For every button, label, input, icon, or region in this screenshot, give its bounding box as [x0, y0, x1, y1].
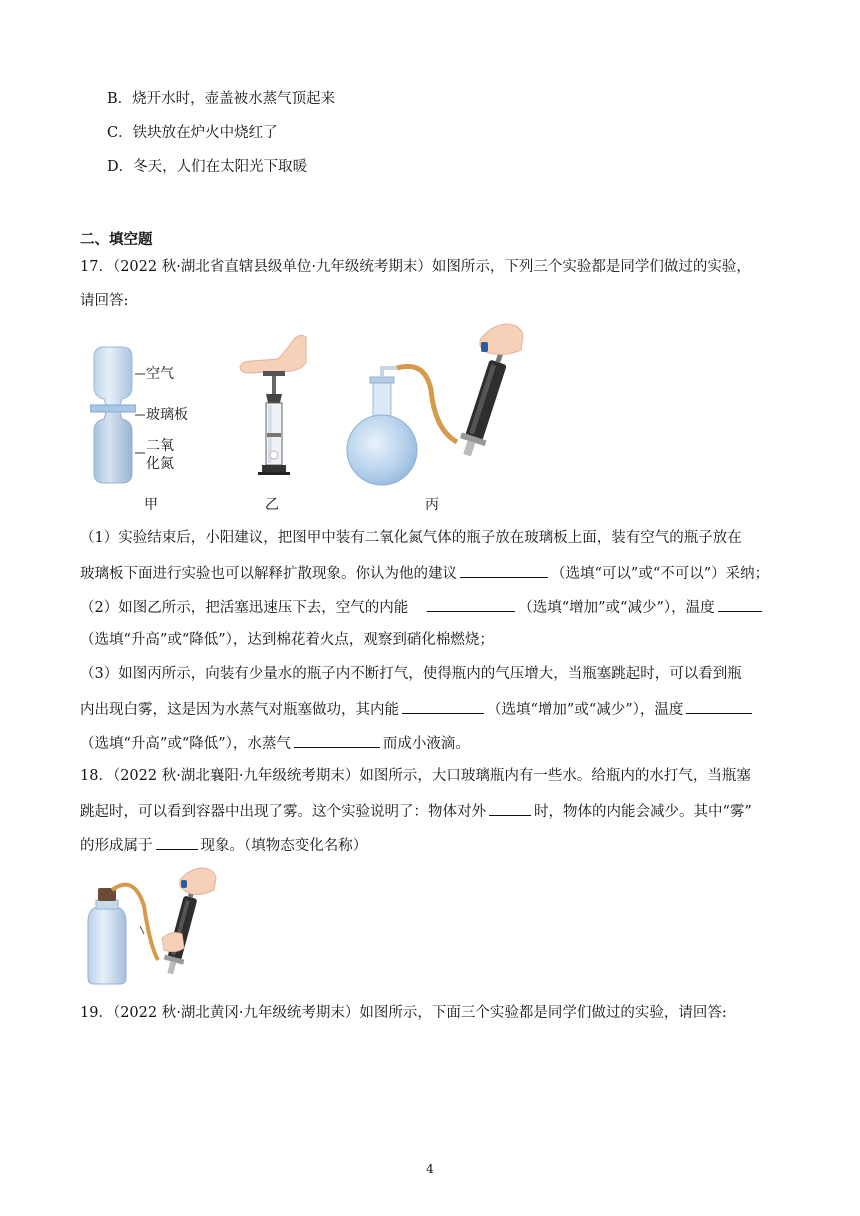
q17-part2-text-b: （选填“增加”或“减少”），温度 — [518, 600, 715, 616]
q18-stem-line1: 18．（2022 秋·湖北襄阳·九年级统考期末）如图所示，大口玻璃瓶内有一些水。给瓶内的水打气，当瓶塞 — [80, 768, 751, 784]
caption-jia: 甲 — [144, 497, 158, 513]
label-no2-line2: 化氮 — [146, 456, 174, 472]
q17-part3-line1: （3）如图丙所示，向装有少量水的瓶子内不断打气，使得瓶内的气压增大，当瓶塞跳起时，可以看到瓶 — [80, 666, 742, 682]
answer-blank[interactable] — [294, 732, 380, 748]
answer-blank[interactable] — [402, 698, 484, 714]
q17-part3-text-d: 而成小液滴。 — [382, 736, 470, 752]
q17-part3-text-c: （选填“升高”或“降低”），水蒸气 — [80, 736, 291, 752]
q17-part2-line1 — [80, 596, 765, 618]
q17-part3-text-a: 内出现白雾，这是因为水蒸气对瓶塞做功，其内能 — [80, 702, 399, 718]
q18-stem-line2 — [80, 800, 752, 822]
q19-stem-line1: 19．（2022 秋·湖北黄冈·九年级统考期末）如图所示，下面三个实验都是同学们做过的实验，请回答: — [80, 1005, 727, 1021]
q17-part3-text-b: （选填“增加”或“减少”），温度 — [487, 702, 684, 718]
answer-blank[interactable] — [686, 698, 752, 714]
answer-blank[interactable] — [427, 596, 515, 612]
option-d: D．冬天，人们在太阳光下取暖 — [107, 159, 308, 175]
q17-part2-line2: （选填“升高”或“降低”），达到棉花着火点，观察到硝化棉燃烧； — [80, 632, 494, 648]
q18-text-d: 现象。（填物态变化名称） — [200, 838, 368, 854]
q18-text-a: 跳起时，可以看到容器中出现了雾。这个实验说明了：物体对外 — [80, 804, 486, 820]
q17-part3-line2 — [80, 698, 755, 720]
answer-blank[interactable] — [156, 834, 198, 850]
label-air: 空气 — [146, 366, 174, 382]
section-title: 二、填空题 — [80, 231, 153, 248]
q17-part1-text-a: 玻璃板下面进行实验也可以解释扩散现象。你认为他的建议 — [80, 566, 457, 582]
q17-part1-line2 — [80, 562, 769, 584]
answer-blank[interactable] — [460, 562, 548, 578]
option-b: B．烧开水时，壶盖被水蒸气顶起来 — [107, 91, 336, 107]
q17-part1-text-b: （选填“可以”或“不可以”）采纳； — [551, 566, 770, 582]
q17-stem-line1: 17．（2022 秋·湖北省直辖县级单位·九年级统考期末）如图所示，下列三个实验都是同学们做过的实验， — [80, 259, 751, 275]
q18-text-c: 的形成属于 — [80, 838, 153, 854]
figure-yi — [238, 333, 308, 483]
answer-blank[interactable] — [489, 800, 531, 816]
option-c: C．铁块放在炉火中烧红了 — [107, 125, 278, 141]
page-number: 4 — [426, 1162, 434, 1176]
label-glass-plate: 玻璃板 — [146, 407, 188, 423]
q17-part2-text-a: （2）如图乙所示，把活塞迅速压下去，空气的内能 — [80, 600, 409, 616]
figure-q18-pump-bottle — [84, 866, 224, 988]
figure-bing — [345, 320, 525, 490]
figure-jia — [90, 345, 136, 485]
q17-part3-line3 — [80, 732, 470, 754]
q18-stem-line3 — [80, 834, 367, 856]
q18-text-b: 时，物体的内能会减少。其中“雾” — [534, 804, 752, 820]
caption-bing: 丙 — [425, 497, 439, 513]
answer-blank[interactable] — [718, 596, 762, 612]
q17-part1-line1: （1）实验结束后，小阳建议，把图甲中装有二氧化氮气体的瓶子放在玻璃板上面，装有空气的瓶子放在 — [80, 530, 742, 546]
q17-stem-line2: 请回答: — [80, 293, 129, 309]
label-no2-line1: 二氧 — [146, 438, 174, 454]
caption-yi: 乙 — [265, 497, 279, 513]
